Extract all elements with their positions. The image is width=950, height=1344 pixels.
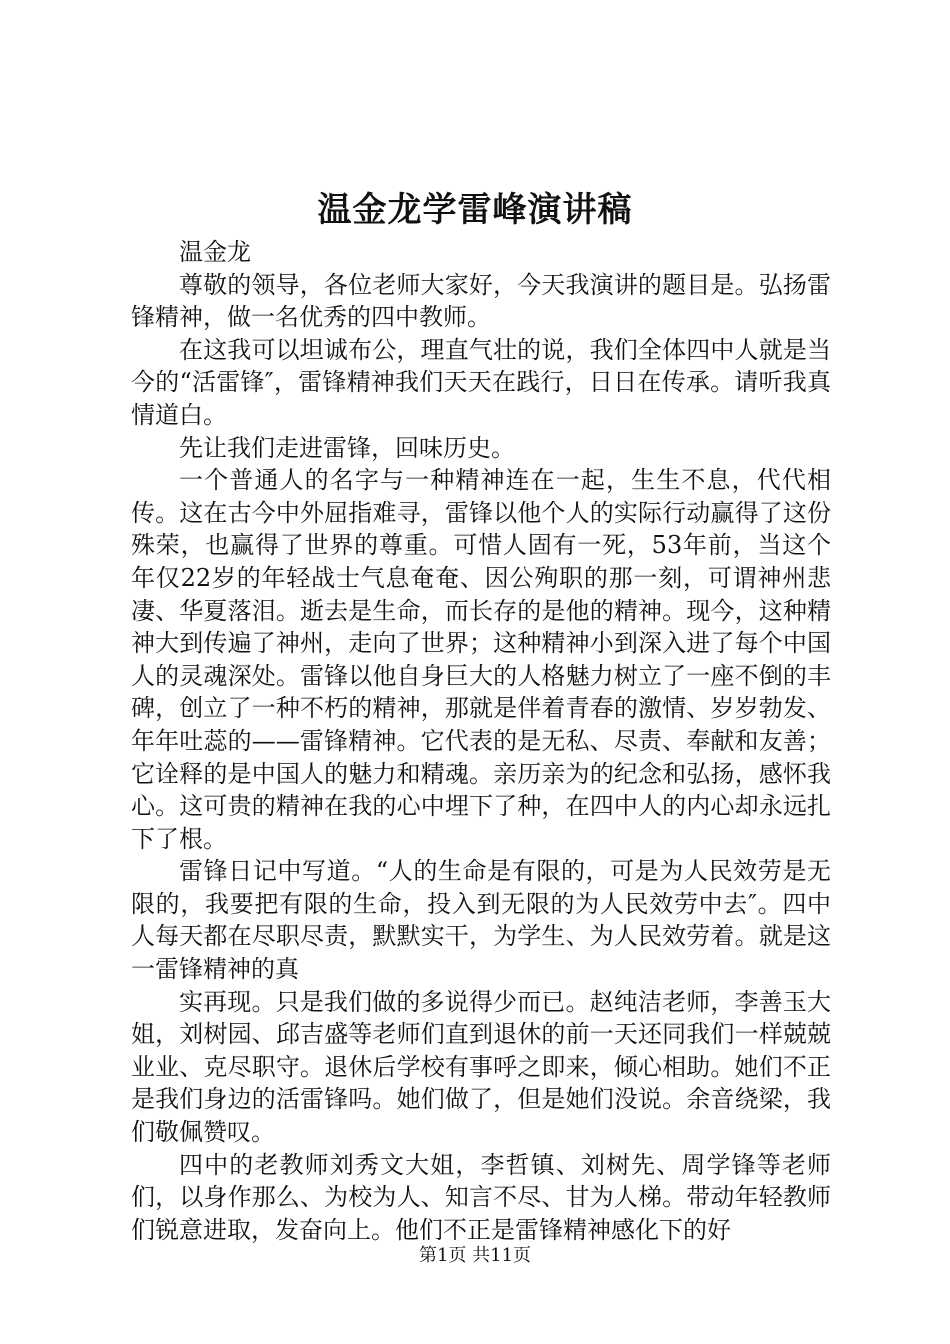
document-title: 温金龙学雷峰演讲稿 [317, 190, 633, 230]
author-line: 温金龙 [179, 238, 251, 266]
paragraph: 实再现。只是我们做的多说得少而已。赵纯洁老师，李善玉大姐，刘树园、邱吉盛等老师们直到退休的前一天还同我们一样兢兢业业、克尽职守。退休后学校有事呼之即来，倾心相助。她们不正是我们身边的活雷锋吗。她们做了，但是她们没说。余音绕梁，我们敬佩赞叹。 [131, 987, 831, 1147]
paragraph: 在这我可以坦诚布公，理直气壮的说，我们全体四中人就是当今的“活雷锋″，雷锋精神我们天天在践行，日日在传承。请听我真情道白。 [131, 335, 831, 429]
paragraph: 尊敬的领导，各位老师大家好，今天我演讲的题目是。弘扬雷锋精神，做一名优秀的四中教师。 [131, 270, 831, 332]
paragraph: 雷锋日记中写道。“人的生命是有限的，可是为人民效劳是无限的，我要把有限的生命，投入到无限的为人民效劳中去″。四中人每天都在尽职尽责，默默实干，为学生、为人民效劳着。就是这一雷锋精神的真 [131, 857, 831, 984]
paragraph: 一个普通人的名字与一种精神连在一起，生生不息，代代相传。这在古今中外屈指难寻，雷锋以他个人的实际行动赢得了这份殊荣，也赢得了世界的尊重。可惜人固有一死，53年前，当这个年仅22岁的年轻战士气息奄奄、因公殉职的那一刻，可谓神州悲凄、华夏落泪。逝去是生命，而长存的是他的精神。现今，这种精神大到传遍了神州，走向了世界；这种精神小到深入进了每个中国人的灵魂深处。雷锋以他自身巨大的人格魅力树立了一座不倒的丰碑，创立了一种不朽的精神，那就是伴着青春的激情、岁岁勃发、年年吐蕊的——雷锋精神。它代表的是无私、尽责、奉献和友善；它诠释的是中国人的魅力和精魂。亲历亲为的纪念和弘扬，感怀我心。这可贵的精神在我的心中埋下了种，在四中人的内心却永远扎下了根。 [131, 466, 831, 853]
document-body [131, 236, 831, 1246]
page-footer: 第1页 共11页 [418, 1245, 532, 1266]
paragraph: 四中的老教师刘秀文大姐，李哲镇、刘树先、周学锋等老师们，以身作那么、为校为人、知言不尽、甘为人梯。带动年轻教师们锐意进取，发奋向上。他们不正是雷锋精神感化下的好 [131, 1150, 831, 1244]
paragraph: 先让我们走进雷锋，回味历史。 [179, 433, 515, 462]
